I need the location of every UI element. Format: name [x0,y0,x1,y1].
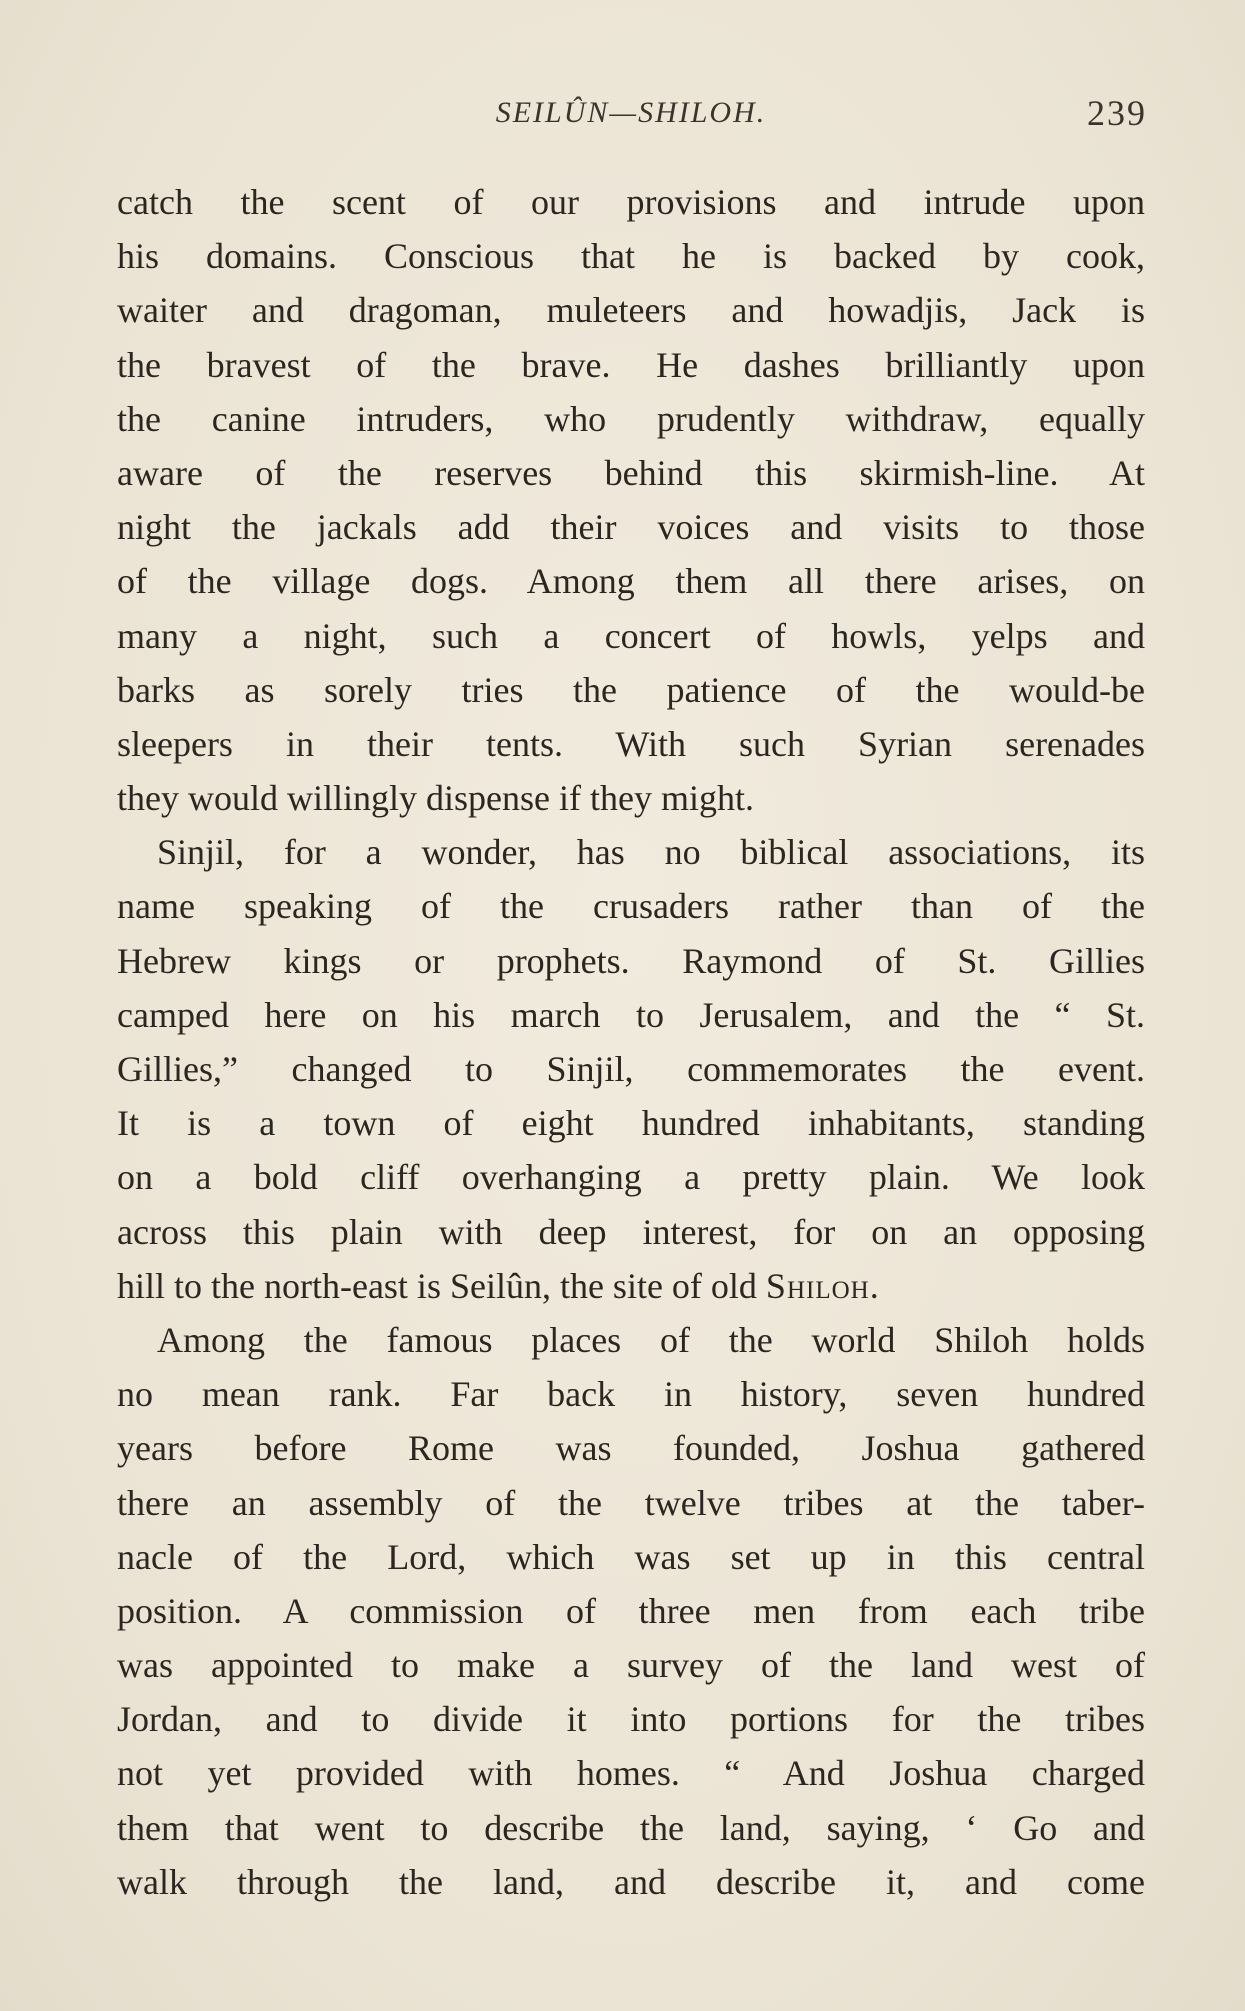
text-line: there an assembly of the twelve tribes at the taber- [117,1482,1145,1523]
text-line: Jordan, and to divide it into portions for the tribes [117,1699,1145,1740]
text-line: barks as sorely tries the patience of the would-be [117,669,1145,710]
text-line: Sinjil, for a wonder, has no biblical associations, its [157,832,1145,873]
text-span: hill to the north-east is Seilûn, the site of old [117,1265,757,1306]
text-line: across this plain with deep interest, for on an opposing [117,1211,1145,1252]
text-line: no mean rank. Far back in history, seven hundred [117,1374,1145,1415]
text-line: them that went to describe the land, saying, ‘ Go and [117,1807,1145,1848]
text-line: on a bold cliff overhanging a pretty plain. We look [117,1157,1145,1198]
text-line: the bravest of the brave. He dashes brilliantly upon [117,344,1145,385]
text-line: his domains. Conscious that he is backed by cook, [117,236,1145,277]
running-head: SEILÛN—SHILOH. [495,96,767,129]
text-line: walk through the land, and describe it, and come [117,1861,1145,1902]
text-line: aware of the reserves behind this skirmish-line. At [117,452,1145,493]
text-line: Among the famous places of the world Shiloh holds [157,1319,1145,1360]
text-line: of the village dogs. Among them all there arises, on [117,561,1145,602]
text-line: many a night, such a concert of howls, yelps and [117,615,1145,656]
text-line: waiter and dragoman, muleteers and howadjis, Jack is [117,290,1145,331]
text-line: night the jackals add their voices and visits to those [117,507,1145,548]
text-line: It is a town of eight hundred inhabitants, standing [117,1103,1145,1144]
text-line: the canine intruders, who prudently withdraw, equally [117,398,1145,439]
text-line: years before Rome was founded, Joshua gathered [117,1428,1145,1469]
text-line [117,1259,1145,1313]
place-name-shiloh: Shiloh. [765,1265,880,1306]
text-line: catch the scent of our provisions and intrude upon [117,182,1145,222]
text-line: camped here on his march to Jerusalem, and the “ St. [117,994,1145,1035]
text-line: sleepers in their tents. With such Syrian serenades [117,723,1145,764]
text-line: name speaking of the crusaders rather than of the [117,886,1145,927]
text-line: was appointed to make a survey of the land west of [117,1645,1145,1686]
page-number: 239 [1087,93,1147,133]
text-line: they would willingly dispense if they might. [117,778,754,819]
page-header [117,93,1147,146]
text-line: not yet provided with homes. “ And Joshua charged [117,1753,1145,1794]
text-line: Gillies,” changed to Sinjil, commemorates the event. [117,1049,1145,1089]
text-line: Hebrew kings or prophets. Raymond of St. Gillies [117,940,1145,981]
text-line: position. A commission of three men from each tribe [117,1590,1145,1631]
text-line: nacle of the Lord, which was set up in this central [117,1536,1145,1577]
body-text [117,175,1145,1909]
